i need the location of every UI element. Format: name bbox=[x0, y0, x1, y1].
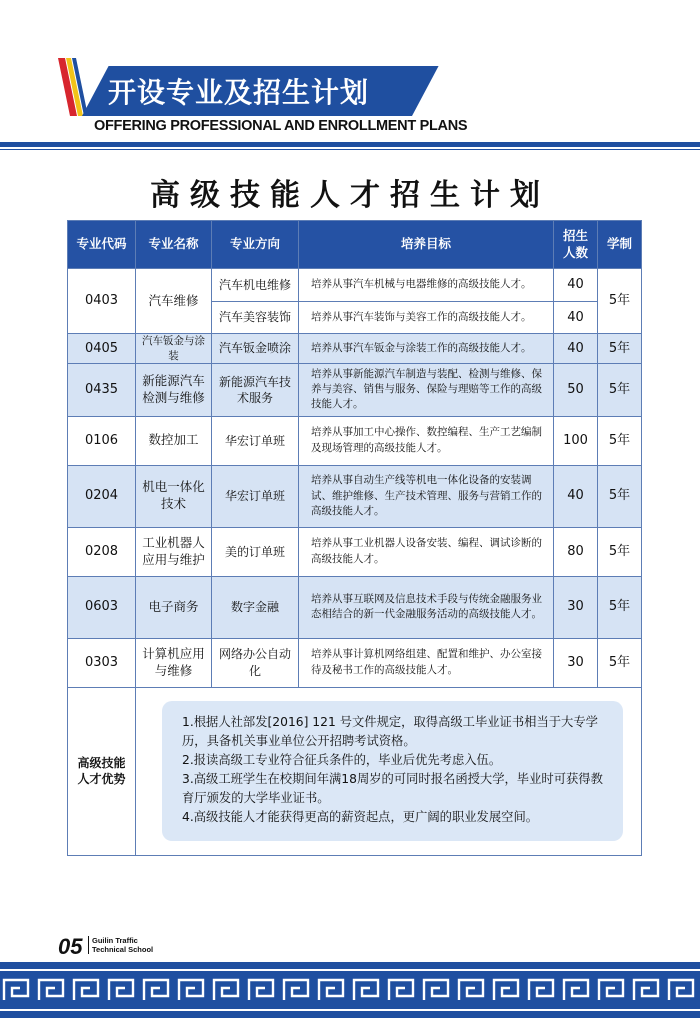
header-goal: 培养目标 bbox=[299, 221, 554, 269]
school-name-line2: Technical School bbox=[92, 945, 154, 954]
cell-direction: 网络办公自动化 bbox=[212, 638, 299, 687]
cell-major: 数控加工 bbox=[136, 416, 212, 465]
footer-band bbox=[0, 962, 700, 1018]
table-row bbox=[68, 416, 642, 465]
cell-direction: 汽车钣金喷涂 bbox=[212, 334, 299, 364]
cell-enroll: 50 bbox=[554, 364, 598, 417]
header-major: 专业名称 bbox=[136, 221, 212, 269]
cell-enroll: 40 bbox=[554, 334, 598, 364]
cell-goal: 培养从事工业机器人设备安装、编程、调试诊断的高级技能人才。 bbox=[299, 527, 554, 576]
advantage-label: 高级技能人才优势 bbox=[68, 687, 136, 855]
advantage-item: 1.根据人社部发[2016] 121 号文件规定，取得高级工毕业证书相当于大专学历，具备机关事业单位公开招聘考试资格。 bbox=[182, 715, 598, 749]
header-code: 专业代码 bbox=[68, 221, 136, 269]
enrollment-plan-table bbox=[67, 220, 642, 856]
cell-major: 电子商务 bbox=[136, 576, 212, 638]
cell-enroll: 30 bbox=[554, 638, 598, 687]
cell-major: 汽车钣金与涂装 bbox=[136, 334, 212, 364]
cell-direction: 华宏订单班 bbox=[212, 416, 299, 465]
table-row bbox=[68, 364, 642, 417]
advantage-item: 2.报读高级工专业符合征兵条件的，毕业后优先考虑入伍。 bbox=[182, 753, 502, 768]
cell-enroll: 40 bbox=[554, 465, 598, 527]
cell-goal: 培养从事加工中心操作、数控编程、生产工艺编制及现场管理的高级技能人才。 bbox=[299, 416, 554, 465]
cell-code: 0603 bbox=[68, 576, 136, 638]
cell-major: 汽车维修 bbox=[136, 269, 212, 334]
header-duration: 学制 bbox=[598, 221, 642, 269]
cell-duration: 5年 bbox=[598, 576, 642, 638]
header-direction: 专业方向 bbox=[212, 221, 299, 269]
cell-code: 0405 bbox=[68, 334, 136, 364]
advantage-cell bbox=[136, 687, 642, 855]
cell-enroll: 80 bbox=[554, 527, 598, 576]
cell-goal: 培养从事计算机网络组建、配置和维护、办公室接待及秘书工作的高级技能人才。 bbox=[299, 638, 554, 687]
cell-duration: 5年 bbox=[598, 364, 642, 417]
cell-duration: 5年 bbox=[598, 334, 642, 364]
advantage-item: 4.高级技能人才能获得更高的薪资起点，更广阔的职业发展空间。 bbox=[182, 810, 539, 825]
greek-key-border-pattern bbox=[0, 976, 700, 1004]
cell-goal: 培养从事汽车装饰与美容工作的高级技能人才。 bbox=[299, 302, 554, 334]
cell-goal: 培养从事新能源汽车制造与装配、检测与维修、保养与美容、销售与服务、保险与理赔等工作的高级技能人才。 bbox=[299, 364, 554, 417]
table-row bbox=[68, 576, 642, 638]
header-divider-thin bbox=[0, 149, 700, 150]
section-subtitle-english: OFFERING PROFESSIONAL AND ENROLLMENT PLANS bbox=[94, 118, 468, 134]
cell-goal: 培养从事互联网及信息技术手段与传统金融服务业态相结合的新一代金融服务活动的高级技能人才。 bbox=[299, 576, 554, 638]
school-name-line1: Guilin Traffic bbox=[92, 936, 138, 945]
cell-direction: 华宏订单班 bbox=[212, 465, 299, 527]
cell-direction: 数字金融 bbox=[212, 576, 299, 638]
cell-duration: 5年 bbox=[598, 465, 642, 527]
table-row bbox=[68, 638, 642, 687]
cell-code: 0303 bbox=[68, 638, 136, 687]
advantage-list bbox=[162, 701, 623, 841]
cell-direction: 汽车美容装饰 bbox=[212, 302, 299, 334]
cell-code: 0403 bbox=[68, 269, 136, 334]
cell-direction: 汽车机电维修 bbox=[212, 269, 299, 302]
cell-goal: 培养从事汽车钣金与涂装工作的高级技能人才。 bbox=[299, 334, 554, 364]
cell-duration: 5年 bbox=[598, 527, 642, 576]
table-row bbox=[68, 269, 642, 302]
footer-line-bottom bbox=[0, 1009, 700, 1011]
plan-title: 高级技能人才招生计划 bbox=[150, 178, 550, 213]
page-number: 05 bbox=[58, 934, 83, 959]
cell-code: 0106 bbox=[68, 416, 136, 465]
cell-major: 新能源汽车检测与维修 bbox=[136, 364, 212, 417]
section-title: 开设专业及招生计划 bbox=[108, 76, 370, 109]
cell-major: 机电一体化技术 bbox=[136, 465, 212, 527]
cell-enroll: 40 bbox=[554, 302, 598, 334]
header-enroll: 招生人数 bbox=[554, 221, 598, 269]
table-row bbox=[68, 527, 642, 576]
cell-duration: 5年 bbox=[598, 416, 642, 465]
cell-direction: 新能源汽车技术服务 bbox=[212, 364, 299, 417]
cell-major: 计算机应用与维修 bbox=[136, 638, 212, 687]
cell-enroll: 100 bbox=[554, 416, 598, 465]
cell-code: 0204 bbox=[68, 465, 136, 527]
school-name bbox=[88, 936, 153, 954]
cell-code: 0435 bbox=[68, 364, 136, 417]
table-row bbox=[68, 465, 642, 527]
cell-duration: 5年 bbox=[598, 269, 642, 334]
cell-duration: 5年 bbox=[598, 638, 642, 687]
cell-major: 工业机器人应用与维护 bbox=[136, 527, 212, 576]
advantage-item: 3.高级工班学生在校期间年满18周岁的可同时报名函授大学，毕业时可获得教育厅颁发的大学毕业证书。 bbox=[182, 772, 603, 806]
cell-code: 0208 bbox=[68, 527, 136, 576]
cell-direction: 美的订单班 bbox=[212, 527, 299, 576]
cell-enroll: 30 bbox=[554, 576, 598, 638]
cell-goal: 培养从事自动生产线等机电一体化设备的安装调试、维护维修、生产技术管理、服务与营销工作的高级技能人才。 bbox=[299, 465, 554, 527]
cell-goal: 培养从事汽车机械与电器维修的高级技能人才。 bbox=[299, 269, 554, 302]
header-divider bbox=[0, 142, 700, 147]
table-row bbox=[68, 334, 642, 364]
table-header-row bbox=[68, 221, 642, 269]
advantage-row bbox=[68, 687, 642, 855]
footer-line-top bbox=[0, 969, 700, 971]
cell-enroll: 40 bbox=[554, 269, 598, 302]
